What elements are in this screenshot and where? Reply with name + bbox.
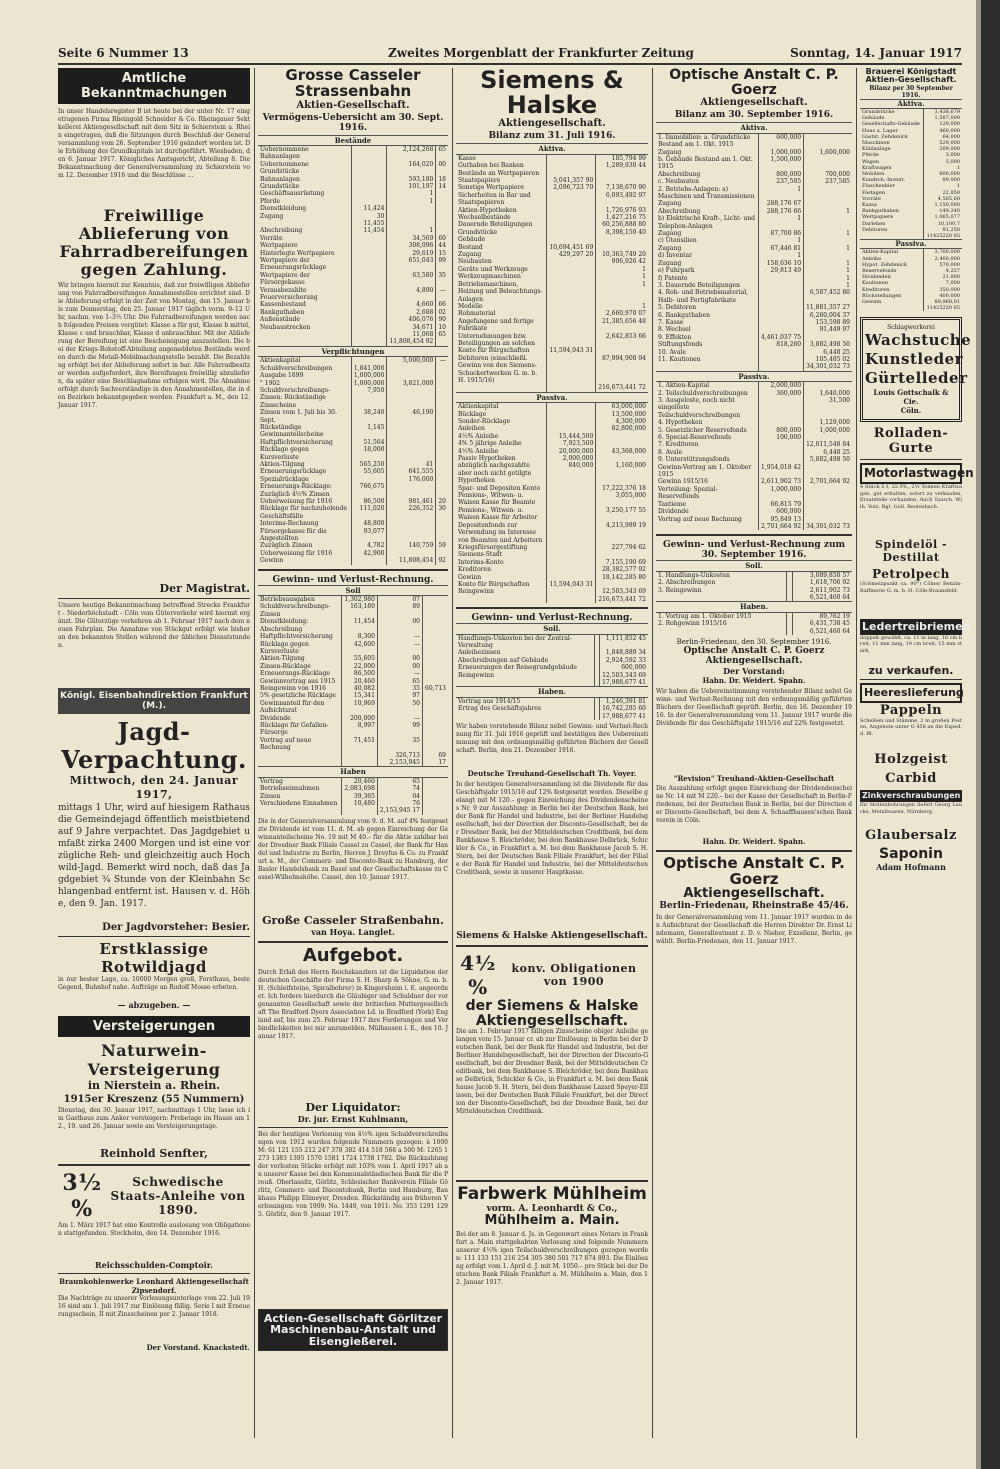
- issue-date: Sonntag, 14. Januar 1917: [790, 46, 962, 60]
- braunkohle-text: Die Nachträge zu unserer Vorlesungsunterlage vom 22. Juli 1916 sind am 1. Juli 1917 zur Einlösung fällig. Serie I mit Erneuerungsschein, II mit Zinsscheinen per 2. Januar 1918.: [58, 1295, 250, 1318]
- siemens-total-assets: 216,673,441 72: [596, 384, 648, 392]
- divider: [258, 569, 448, 571]
- casseler-assets-heading: Bestände: [258, 135, 448, 145]
- brauerei-sum: 11425220 85: [923, 233, 962, 240]
- goerlitz-title: Actien-Gesellschaft Görlitzer Maschinenbau-Anstalt und Eisengießerei.: [258, 1309, 448, 1352]
- wachstuche-ad: [860, 317, 972, 422]
- goerz-title: Optische Anstalt C. P. Goerz: [669, 67, 839, 98]
- column-announcements: [58, 68, 250, 1438]
- divider: [58, 1164, 250, 1166]
- verkaufen-ad: zu verkaufen.: [868, 663, 954, 677]
- jagd-text: mittags 1 Uhr, wird auf hiesigem Rathaus die Gemeindejagd öffentlich meistbietend auf 9 Jahre verpachtet. Das Jagdgebiet umfaßt zirka 2400 Morgen und ist eine vorzügliche Reh- und gleichzeitig auch Hochwild-Jagd. Bemerkt wird noch, daß das Jagdgebiet ¾ Stunde von der Kleinbahn Schlangenbad entfernt ist. Hausen v. d. Höhe, den 9. Jan. 1917.: [58, 803, 250, 909]
- zink-ad: Zinkverschraubungen: [860, 790, 962, 802]
- column-casseler: [258, 68, 448, 1438]
- pappeln-ad: Pappeln: [879, 702, 943, 718]
- hofmann-ad: Adam Hofmann: [876, 861, 946, 872]
- pappeln-text: Scheiben und Stämme, 2 in großen Posten, Angebote unter G 458 an die Exped. d. Bl.: [860, 717, 962, 737]
- goerz-address: Berlin-Friedenau, Rheinstraße 45/46.: [659, 901, 849, 912]
- rotwild-text: in nur bester Lage, ca. 10000 Morgen groß, Forsthaus, beste Gegend, Bahnhof nahe. Aufträge an Rudolf Mosse erbeten.: [58, 976, 250, 991]
- siemens-signature: Siemens & Halske Aktiengesellschaft.: [456, 931, 648, 942]
- siemens-gv-sum: 17,988,677 41: [600, 679, 648, 687]
- casseler-subtitle: Aktien-Gesellschaft.: [296, 99, 410, 111]
- goerz-vorstand: Der Vorstand:: [723, 665, 785, 676]
- goerz-balance-table: Aktiva. 1. Immobilien: a. Grundstücke Bestand am 1. Okt. 1915 600,000 Zugang 1,000,000 1,600,000 b. Gebäude Bestand am 1. Okt. 1915 1,500,000 Abschreibung 800,000 700,000 c. Neubauten 237,585 237,585 2. Betriebs-Anlagen: a) Maschinen und Transmissionen 1 Zugang 288,176 67 Abschreibung 288,176 66 1 b) Elektrische Kraft-, Licht- und Telephon-Anlagen 1 Zugang 87,700 86 1 c) Utensilien 1 Zugang 67,446 81 1 d) Inventar 1 Zugang 158,636 10 1 e) Fuhrpark 29,813 49 1 f) Patente 1 3. Dauernde Beteiligungen 1 4. Roh- und Betriebsmaterial, Halb- und Fertigfabrikate 6,587,452 80 5. Debitoren 11,881,357 27 6. Bankguthaben 6,260,004 37 7. Kasse 153,598 89 8. Wechsel 91,449 97 9. Effekten 4,461,037 75 Stiftungsfonds 818,260 3,882,498 50 10. Avale 6,448 25 11. Kautionen 105,485 02 34,301,032 73 Passiva. 1. Aktien-Kapital 2,000,000 2. Teilschuldverschreibungen 360,000 1,640,000 3. Ausgeloste, noch nicht eingelöste Teilschuldverschreibungen 31,500 4. Hypotheken 1,129,000 5. Gesetzlicher Reservefonds 800,000 1,000,000 6. Special-Reservefonds 100,000 7. Kreditoren 12,011,548 84 8. Avale 6,448 25 9. Unterstützungsfonds 5,882,498 50 Gewinn-Vortrag am 1. Oktober 1915 1,954,018 42 Gewinn 1915/16 2,611,902 73 2,701,664 92 Verteilung: Spezial-Reservefonds 1,000,000 Tantieme 66,815 79 Dividende 600,000 Vortrag auf neue Rechnung 95,849 13 2,701,664 92 34,301,032 73: [658, 123, 850, 530]
- goerz-title-2: Optische Anstalt C. P. Goerz: [663, 853, 845, 888]
- glauber-ad: Glaubersalz: [865, 828, 957, 844]
- aufgebot-title: Aufgebot.: [302, 944, 404, 966]
- divider: [860, 459, 962, 460]
- page-number: Seite 6 Nummer 13: [58, 46, 189, 60]
- casseler-company-signature: Große Casseler Straßenbahn.: [262, 913, 444, 927]
- carbid-ad: Carbid: [885, 770, 937, 786]
- aufgebot-text: Durch Erlaß des Herrn Reichskanzlers ist die Liquidation der deutschen Geschäfte der Firma S. H. Sharp & Söhne, G. m. b. H. (Schleifsteine, Spiralbohrer) in Kingersheim i. E. angeordnet. Ich fordere hierdurch die Gläubiger und Schuldner der vorgenannten Gesellschaft sowie der britischen Muttergesellschaft The Bradford Dyers Association Ld. in Bradford (York) England auf, bis zum 25. Februar 1917 ihre Forderungen und Verbindlichkeiten bei mir anzumelden. Mülhausen i. E., den 10. Januar 1917.: [258, 968, 448, 1040]
- goerz-berlin-date: Berlin-Friedenau, den 30. September 1916.: [676, 637, 832, 646]
- goerz-total-assets: 34,301,032 73: [804, 363, 852, 371]
- treuhand-signature: Deutsche Treuhand-Gesellschaft Th. Voyer.: [467, 769, 637, 779]
- casseler-liabilities-heading: Verpflichtungen: [258, 346, 448, 356]
- siemens-dividend-text: In der heutigen Generalversammlung ist die Dividende für das Geschäftsjahr 1915/16 auf 12% festgesetzt worden. Dieselbe gelangt mit M 120.– gegen Einreichung des Dividendenscheines Nr. 9 zur Auszahlung: in Berlin bei der Deutschen Bank, bei der Bank für Handel und Industrie, bei der Berliner Handelsgesellschaft, bei der Direction der Disconto-Gesellschaft, bei der Dresdner Bank, bei der Mitteldeutschen Creditbank, bei dem Bankhause S. Bleichröder, bei dem Bankhause Delbrück, Schickler & Co., in Frankfurt a. M. bei dem Bankhause Jacob S. H. Stern, bei der Deutschen Bank Filiale Frankfurt, bei der Filiale der Bank für Handel und Industrie, bei der Mitteldeutschen Creditbank, sowie in unserer Hauptkasse.: [456, 781, 648, 877]
- siemens-gv-title: Gewinn- und Verlust-Rechnung.: [471, 613, 633, 624]
- siemens-gv-soll: Soll.: [456, 624, 648, 634]
- goerz-subtitle-2: Aktiengesellschaft.: [683, 886, 825, 902]
- divider: [656, 534, 852, 536]
- senfter-name: Reinhold Senfter,: [100, 1147, 208, 1160]
- naturwein-heading: Naturwein-Versteigerung: [87, 1041, 221, 1079]
- naturwein-text: Dienstag, den 30. Januar 1917, nachmittags 1 Uhr, lasse ich im Gasthaus zum Anker versteigern: Probetage im Hause am 12., 19. und 26. Januar sowie am Versteigerungstage.: [58, 1107, 250, 1130]
- column-divider: [452, 68, 453, 1438]
- casseler-gv-sum: 2,153,945 17: [377, 807, 422, 814]
- divider: [860, 679, 962, 680]
- schwed-block: [58, 1170, 250, 1222]
- wachstuche-city: Cöln.: [900, 406, 922, 416]
- railway-banner: Königl. Eisenbahndirektion Frankfurt (M.).: [58, 688, 250, 714]
- saponin-ad: Saponin: [879, 846, 943, 863]
- goerlitz-redemption-text: Bei der heutigen Verlosung von 4½% igen Schuldverschreibungen von 1912 wurden folgende Nummern gezogen: à 1000 M: 61 121 155 212 247 378 382 414 518 568 a 500 M: 1265 1273 1383 1395 1570 1581 1724 1738 1782. Die Rückzahlung der verlosten Stücke erfolgt mit 103% vom 1. April 1917 ab an unserer Kasse bei den Kommunalständischen Bank für die Preuß. Oberlausitz, Görlitz, Schlesischer Bankverein Filiale Görlitz, Commerz- und Discontobank, Berlin und Hamburg, Bankhaus Philipp Elimeyer, Dresden. Rückständig aus früheren Verlosungen: von 1909: No. 1449, von 1911: No. 353 1291 1295. Görlitz, den 9. Januar 1917.: [258, 1130, 448, 1218]
- jagd-title: Jagd-Verpachtung.: [61, 717, 247, 774]
- obligation-rate: 4½ %: [460, 951, 496, 1000]
- rotwild-sub: — abzugeben. —: [117, 1000, 191, 1010]
- siemens-gv-haben: Haben.: [456, 687, 648, 697]
- brauerei-passiva: Passiva.: [860, 240, 962, 249]
- obligation-company: der Siemens & Halske Aktiengesellschaft.: [465, 998, 639, 1029]
- goerz-passiva: Passiva.: [656, 371, 852, 381]
- schwed-signature: Reichsschulden-Comptoir.: [95, 1260, 213, 1270]
- siemens-title: Siemens & Halske: [480, 66, 624, 120]
- siemens-heading: Bilanz zum 31. Juli 1916.: [488, 131, 616, 142]
- naturwein-place: in Nierstein a. Rhein.: [87, 1079, 221, 1092]
- brauerei-balance-table: Aktiva. Grundstücke 3,438,679 Gebäude 1,587,000 Gesellschafts-Gebäude 120,000 Haus a. Lager 460,000 Gastst. Zehdenick 64,000 Maschinen 529,000 Kühlanlage 209,000 Pferde 3,000 Wagen 5,000 Kraftwagen 1 Mobilien 600,000 Kundsch.-Invent. 89,000 Flaschenbier 1 Fastagen 22,850 Vorräte 4,565,60 Kassa 1,150,000 Bankguthaben 149,240 Wertpapiere 1,065,077 Darlehen 10,100,7 Debitoren 81,250 11425220 85 Passiva. Aktien-Kapital 3,700,000 Anleihe 2,400,000 Hypot. Zehdenick 570,000 Reservefonds 4,257 Dividenden 21,800 Kautionen 7,000 Kreditoren 350,000 Rückstellungen 400,000 Gewinn 88,968,01 11425220 85: [862, 98, 960, 312]
- divider: [58, 598, 250, 599]
- casseler-gv-title: Gewinn- und Verlust-Rechnung.: [272, 574, 434, 585]
- casseler-balance-table: Bestände Uebernommene Bahnanlagen 2,124,268 65 Uebernommene Grundstücke 164,020 00 Bahnanlagen 593,180 18 Grundstücke 101,197 14 Geschäftsausrüstung 1 Pferde 1 Dienstkleidung 11,424 Zugang 30 11,455 Abschreibung 11,454 1 Vorräte 34,569 60 Wertpapiere 308,096 44 Hinterlegte Wertpapiere 29,619 15 Wertpapiere der Erneuerungsrücklage 651,043 99 Wertpapiere der Fürsorgekasse 63,580 35 Verausbezahlte Feuerversicherung 4,890 — Kassenbestand 4,660 66 Bankguthaben 2,688 02 Außenstände 406,076 90 Neubaustrecken 34,671 10 11,068 65 11,808,454 92 Verpflichtungen Aktienkapital 5,000,000 — Schuldverschreibungen 1,841,000 Ausgabe 1899 1,000,000 " 1902 1,000,000 3,821,000 Schuldverschreibungs-Zinsen: Rückständige Zinsscheine 7,950 Zinsen vom 1. Juli bis 30. Sept. 38,240 46,190 Rückständige Gewinnanteilscheine 1,145 Haftpflichtversicherung 51,564 Rücklage gegen Kursverluste 18,000 Aktien-Tilgung 565,250 41 Erneuerungsrücklage 55,605 641,555 Spezialrücklage 176,000 Erneuerungs-Rücklage: Zuzüglich 4½% Zinsen 766,675 Ueberweisung für 1916 86,500 981,461 20 Rücklage für nachzuholende Geschäftsfälle 111,020 226,352 30 Interims-Rechnung 48,800 Fürsorgekasse für die Angestellten 93,077 Zuzüglich Zinsen 4,782 140,759 59 Ueberweisung für 1916 42,900 Gewinn 11,808,454 92: [260, 135, 446, 565]
- siemens-balance-table: Aktiva. Kasse 185,794 99 Guthaben bei Banken 1,289,930 44 Bestände an Wertpapieren Staatspapiere 5,041,357 90 Sonstige Wertpapiere 2,096,723 70 7,138,670 90 Sicherheiten in Bar und Staatspapieren 6,093,492 97 Aktien-Hypotheken 1,726,976 93 Wechselbestände 1,427,216 75 Dauernde Beteiligungen 60,256,888 80 Grundstücke 8,398,150 40 Gebäude Bestand 10,694,451 69 Zugang 429,297 20 10,363,749 20 Neubauten 906,926 42 Geräte und Werkzeuge 1 Werkzeugmaschinen 1 Betriebsmaschinen, Heizung und Beleuchtungs-Anlagen 1 Modelle 1 Rohmaterial 2,660,970 07 Angefangene und fertige Fabrikate 21,385,656 48 Unternehmungen bzw. Beteiligungen an solchen 2,642,853 66 Konto für Bürgschaften 11,594,043 31 Debitoren (einschließl. Gewinn von den Siemens-Schuckertwerken G. m. b. H. 1915/16) 87,994,900 94 216,673,441 72 Passiva. Aktienkapital 63,000,000 Rücklage 13,500,000 Sonder-Rücklage 4,300,000 Anleihen 82,800,000 4½% Anleihe 15,444,500 4% 5 jährige Anleihe 7,923,500 4½% Anleihe 20,000,000 43,368,000 Passiv Hypotheken 2,000,000 abzüglich nachgezahlte aber noch nicht getilgte Hypotheken 840,000 1,160,000 Spar- und Depositen Konto 17,222,376 18 Pensions-, Witwen- u. Waisen Kasse für Beamte 3,055,000 Pensions-, Witwen- u. Waisen Kasse für Arbeiter 3,250,177 55 Depositenfonds zur Verwendung im Interesse von Beamten und Arbeitern 4,213,989 19 Kriegsfürsorgestiftung Siemens-Stadt 227,794 62 Interims-Konto 7,155,190 69 Kreditoren 28,382,577 92 Gewinn 18,142,285 80 Konto für Bürgschaften 11,594,043 31 Reingewinn 12,503,343 69 216,673,441 72: [458, 144, 646, 603]
- notice-text: In unser Handelsregister B ist heute bei der unter Nr. 17 eingetragenen Firma Rheingold Schneider & Co. Rheingauer Sektkellerei Aktiengesellschaft mit dem Sitz in Schierstein a. Rhein eingetragen, daß die Sitzungen durch Beschluß der Generalversammlung vom 26. September 1916 geändert worden ist. Die Erhöhung des Grundkapitals ist durchgeführt. Wiesbaden, den 6. Januar 1917. Königliches Amtsgericht, Abteilung 8. Die Bekanntmachung der Generalversammlung zu Schierstein vom 12. Dezember 1916 und die Beschlüsse ...: [58, 108, 251, 179]
- holzgeist-ad: Holzgeist: [874, 751, 948, 767]
- obligation-text: Die am 1. Februar 1917 fälligen Zinsscheine obiger Anleihe gelangen vom 15. Januar cr. ab zur Einlösung: in Berlin bei der Deutschen Bank, bei der Bank für Handel und Industrie, bei der Berliner Handelsgesellschaft, bei der Direction der Disconto-Gesellschaft, bei der Dresdner Bank, bei der Mitteldeutschen Creditbank, bei dem Bankhause S. Bleichröder, bei dem Bankhause Delbrück, Schickler & Co., in Frankfurt a. M. bei dem Bankhause Jacob S. H. Stern, bei dem Bankhause Lazard Speyer-Ellissen, bei der Deutschen Bank Filiale Frankfurt, bei der Direction der Disconto-Gesellschaft, bei der Dresdner Bank, bei der Mitteldeutschen Creditbank.: [456, 1028, 648, 1116]
- column-siemens: [456, 68, 648, 1438]
- siemens-aktiva: Aktiva.: [456, 144, 648, 154]
- divider: [258, 1127, 448, 1128]
- motorlast-ad: Motorlastwagen: [860, 463, 962, 484]
- wachstuche-title: Wachstuche Kunstleder Gürtelleder: [865, 331, 972, 388]
- farbwerk-subtitle: vorm. A. Leonhardt & Co.,: [486, 1204, 618, 1215]
- brauerei-aktiva: Aktiva.: [860, 99, 962, 108]
- farbwerk-place: Mühlheim a. Main.: [484, 1213, 620, 1229]
- goerz-vorstand-2: Hahn. Dr. Weidert. Spahn.: [702, 836, 806, 846]
- page-edge: [976, 0, 1000, 1469]
- goerz-gv-title: Gewinn- und Verlust-Rechnung zum 30. September 1916.: [662, 540, 846, 561]
- siemens-gv-table: Soll. Handlungs-Unkosten bei der Zentral-Verwaltung 1,111,852 45 Anleihezinsen 1,848,889 34 Abschreibungen auf Gebäude 2,924,592 33 Erneuerungen der Reisegrundgebäude 600,000 Reingewinn 12,503,343 69 17,988,677 41 Haben. Vortrag aus 1914/15 1,246,391 81 Ertrag des Geschäftsjahres 16,742,285 60 17,988,677 41: [458, 624, 646, 720]
- divider: [456, 945, 648, 947]
- siemens-audit-text: Wir haben vorstehende Bilanz nebst Gewinn- und Verlust-Rechnung für 31. Juli 1916 geprüft und bestätigen ihre Uebereinstimmung mit den ordnungsmäßig geführten Büchern der Gesellschaft. Berlin, den 21. Dezember 1916.: [456, 723, 648, 755]
- goerz-signature: Optische Anstalt C. P. Goerz Aktiengesellschaft.: [683, 645, 825, 666]
- goerz-payout-text: Die Auszahlung erfolgt gegen Einreichung der Dividendenscheine Nr. 14 mit M 220.– bei der Kasse der Gesellschaft in Berlin-Friedenau, bei der Deutschen Bank in Berlin, bei der Direction der Disconto-Gesellschaft, bei dem A. Schaaffhausen'schen Bankverein in Cöln.: [656, 784, 852, 824]
- section-banner-official: Amtliche Bekanntmachungen: [58, 68, 250, 104]
- goerz-heading: Bilanz am 30. September 1916.: [674, 110, 834, 121]
- casseler-names: van Hoya. Langlet.: [311, 926, 395, 937]
- schwed-rate: 3½ %: [62, 1170, 102, 1222]
- casseler-sum: 11,808,454 92: [387, 338, 436, 346]
- column-goerz: [656, 68, 852, 1438]
- newspaper-title: Zweites Morgenblatt der Frankfurter Zeitung: [388, 46, 694, 60]
- schwed-text: Am 1. März 1917 hat eine Kontrolle auslosung von Obligationen stattgefunden. Stockholm, den 14. Dezember 1916.: [58, 1222, 250, 1237]
- divider: [456, 1180, 648, 1182]
- wachstuche-firm: Louis Gottschalk & Cie.: [873, 388, 949, 407]
- casseler-gv-soll: Soll: [258, 585, 448, 595]
- section-banner-auctions: Versteigerungen: [58, 1016, 250, 1037]
- liquidator-name: Dr. jur. Ernst Kuhlmann,: [297, 1113, 409, 1124]
- railway-notice-text: Unsere heutige Bekanntmachung betreffend Strecke Frankfurt - Niederhöchstadt - Cöln vom Güterverkehr wird hiermit ergänzt. Die Güterzüge verkehren ab 1. Februar 1917 nach dem neuen Fahrplan. Die Annahme von Stückgut erfolgt wie bisher an den bekannten Stellen während der üblichen Dienststunden.: [58, 602, 250, 649]
- leder-ad: Ledertreibriemen: [862, 620, 971, 634]
- casseler-dividend-text: Die in der Generalversammlung vom 9. d. M. auf 4% festgesetzte Dividende ist vom 11. d. M. ab gegen Einreichung der Gewinnanteilscheine No. 19 mit M 40.– für die Aktie zahlbar bei der Dresdner Bank Filiale Cassel zu Cassel, der Bank für Handel und Industrie zu Berlin, Herren J. Dreyfus & Co. zu Frankfurt a. M., der Commerz- und Disconto-Bank zu Hamburg, der Basler Handelsbank zu Basel und der Gesellschaftskasse zu Cassel-Wilhelmshöhe. Cassel, den 10. Januar 1917.: [258, 817, 448, 881]
- obligation-title: konv. Obligationen von 1900: [511, 962, 637, 989]
- brauerei-subtitle: Bilanz per 30 September 1916.: [869, 84, 953, 99]
- divider: [456, 607, 648, 609]
- spindel-ad: Spindelöl - Destillat: [874, 538, 948, 565]
- column-divider: [652, 68, 653, 1438]
- masthead: [58, 46, 962, 64]
- revision-signature: "Revision" Treuhand-Aktien-Gesellschaft: [673, 773, 835, 783]
- goerz-gv-soll: Soll.: [656, 561, 852, 571]
- motorlast-text: 4 Stück 5 t, 22 PS., 2½ Tonnen Kraftwagen, gut erhalten, sofort zu verkaufen, Ersatzteile vorhanden. Auch Tausch. Wilh. Volz, Rgt. Goll. Reutesbach.: [860, 484, 962, 510]
- heeres-ad: Heereslieferung: [860, 683, 962, 703]
- braunkohle-heading: Braunkohlenwerke Leonhard Aktiengesellschaft Zipsendorf.: [59, 1277, 249, 1295]
- goerz-vorstand-names: Hahn. Dr. Weidert. Spahn.: [702, 675, 806, 685]
- rotwild-heading: Erstklassige Rotwildjagd: [99, 940, 209, 976]
- goerz-gv-sum: 6,521,460 64: [793, 594, 852, 602]
- divider: [58, 936, 250, 937]
- farbwerk-text: Bei der am 8. Januar d. Js. in Gegenwart eines Notars in Frankfurt a. Main stattgehabten Verlosung sind folgende Nummern unserer 4½% igen Teilschuldverschreibungen gezogen worden: 111 133 151 216 254 305 380 501 717 874 893. Die Einlösung erfolgt vom 1. April d. J. mit M. 1050.– pro Stück bei der Deutschen Bank Filiale Frankfurt a. M. Mühlheim a. Main, den 12. Januar 1917.: [456, 1230, 648, 1286]
- braunkohle-signature: Der Vorstand. Knackstedt.: [146, 1343, 250, 1352]
- fahrrad-heading: Freiwillige Ablieferung von Fahrradbereifungen gegen Zahlung.: [59, 206, 249, 279]
- column-ads: [860, 67, 974, 1438]
- goerz-board-text: In der Generalversammlung vom 11. Januar 1917 wurden in den Aufsichtsrat der Gesellschaft die Herren Direktor Dr. Ernst Lindemann, Generalleutnant z. D. v. Nieber, Exzellenz, Berlin, gewählt. Berlin-Friedenau, den 11. Januar 1917.: [656, 914, 852, 946]
- goerz-aktiva: Aktiva.: [656, 123, 852, 133]
- divider: [258, 941, 448, 943]
- goerz-subtitle: Aktiengesellschaft.: [700, 97, 808, 109]
- magistrat-signature: Der Magistrat.: [159, 582, 250, 595]
- casseler-heading: Vermögens-Uebersicht am 30. Sept. 1916.: [262, 112, 444, 133]
- goerz-gv-haben: Haben.: [656, 602, 852, 612]
- zink-text: für Stollenbohrungen liefert Georg Laucks, Metallwaren, Nürnberg.: [860, 802, 962, 815]
- liquidator-title: Der Liquidator:: [305, 1100, 401, 1114]
- casseler-title: Grosse Casseler Strassenbahn: [285, 66, 421, 100]
- jagd-signature: Der Jagdvorsteher: Besier.: [102, 922, 250, 933]
- casseler-gv-table: Soll Betriebsausgaben 1,302,980 07 Schuldverschreibungs-Zinsen 163,180 89 Dienstkleidung: Abschreibung 11,454 00 Haftpflichtversicherung 8,300 — Rücklage gegen Kursverluste 42,600 — Aktien-Tilgung 55,605 00 Zinsen-Rücklage 22,000 00 Erneuerungs-Rücklage 86,500 — Gewinnvortrag aus 1915 20,460 65 Reingewinn von 1916 40,082 35 60,713 5% gesetzliche Rücklage 15,341 97 Gewinnanteil für den Aufsichtsrat 10,969 50 Dividende 200,000 — Rücklage für Gefallen-Fürsorge 8,997 99 Vortrag auf neue Rechnung 71,451 35 326,713 69 2,153,945 17 Haben Vortrag 20,460 65 Betriebseinnahmen 2,083,698 74 Zinsen 39,365 04 Verschiedene Einnahmen 10,480 76 2,153,945 17: [260, 585, 446, 815]
- goerz-gv-table: Soll. 1. Handlungs-Unkosten 3,089,850 57 2. Abschreibungen 1,618,706 92 3. Reingewinn 2,611,902 73 6,521,460 64 Haben. 1. Vortrag am 1. Oktober 1915 89,762 19 2. Rohgewinn 1915/16 6,431,738 45 6,521,460 64: [658, 561, 850, 635]
- divider: [58, 1273, 250, 1274]
- kreszenz: 1915er Kreszenz (55 Nummern): [63, 1094, 245, 1105]
- jagd-date: Mittwoch, den 24. Januar 1917,: [69, 774, 239, 801]
- siemens-subtitle: Aktiengesellschaft.: [498, 118, 606, 130]
- column-divider: [254, 68, 255, 1438]
- farbwerk-title: Farbwerk Mühlheim: [457, 1184, 647, 1205]
- siemens-passiva: Passiva.: [456, 392, 648, 402]
- rolladen-ad: Rolladen-Gurte: [873, 426, 949, 457]
- masthead-rule: [58, 63, 962, 65]
- fahrrad-notice-text: Wir bringen hiermit zur Kenntnis, daß zur freiwilligen Ablieferung von Fahrradbereifungen Annahmestellen errichtet sind. Die Ablieferung erfolgt in der Zeit von Montag, den 15. Januar bis zum Donnerstag, den 25. Januar 1917 täglich vorm. 9–12 Uhr, nachm. von 1–3½ Uhr. Die Fahrradbereifungen werden nach folgenden Preisen vergütet: Klasse a für gut, Klasse b mittel, Klasse c und brauchbar, Klasse d unbrauchbar. Mit der Ablieferung der Bereifung ist eine Bescheinigung auszustellen. Die bei der Kriegs-Rohstoff-Abteilung angemeldeten Bestände werden durch die Metall-Mobilmachungsstelle bezahlt. Die Bezahlung erfolgt bei der Ablieferung sofort in bar. Alle Fahrradbesitzer werden aufgefordert, ihre Bereifungen freiwillig abzuliefern, da später eine Beschlagnahme erfolgen wird. Die Abnahme erfolgt durch Sachverständige in den Annahmestellen, die in den Bezirken bekanntgegeben werden. Frankfurt a. M., den 12. Januar 1917.: [58, 282, 250, 409]
- leder-text: doppelt gewählt, ca. 11 m lang, 16 cm breit, 11 mm lang, 19 cm breit, 15 mm stark,: [860, 634, 962, 654]
- schwed-title: Schwedische Staats-Anleihe von 1890.: [110, 1175, 246, 1217]
- wachstuche-pre: Schlagwerkerei: [887, 324, 935, 332]
- petrolpech-text: (Schmelzpunkt ca. 90°) Cölner Benzin-Raffinerie G. m. b. H. Cöln-Braunsfeld.: [860, 581, 962, 594]
- goerz-audit-text: Wir haben die Uebereinstimmung vorstehender Bilanz nebst Gewinn- und Verlust-Rechnung mit den ordnungsmäßig geführten Büchern der Gesellschaft geprüft. Berlin, den 16. Dezember 1916. In der Generalversammlung vom 11. Januar 1917 wurde die Dividende für das Geschäftsjahr 1915/16 auf 22% festgesetzt.: [656, 687, 852, 727]
- divider: [656, 850, 852, 852]
- casseler-gv-haben: Haben: [258, 767, 448, 777]
- brauerei-title: Brauerei Königstadt Aktien-Gesellschaft.: [865, 67, 957, 85]
- petrolpech-ad: Petrolpech: [872, 567, 950, 582]
- column-divider: [856, 68, 857, 1438]
- obligation-block: [456, 951, 648, 999]
